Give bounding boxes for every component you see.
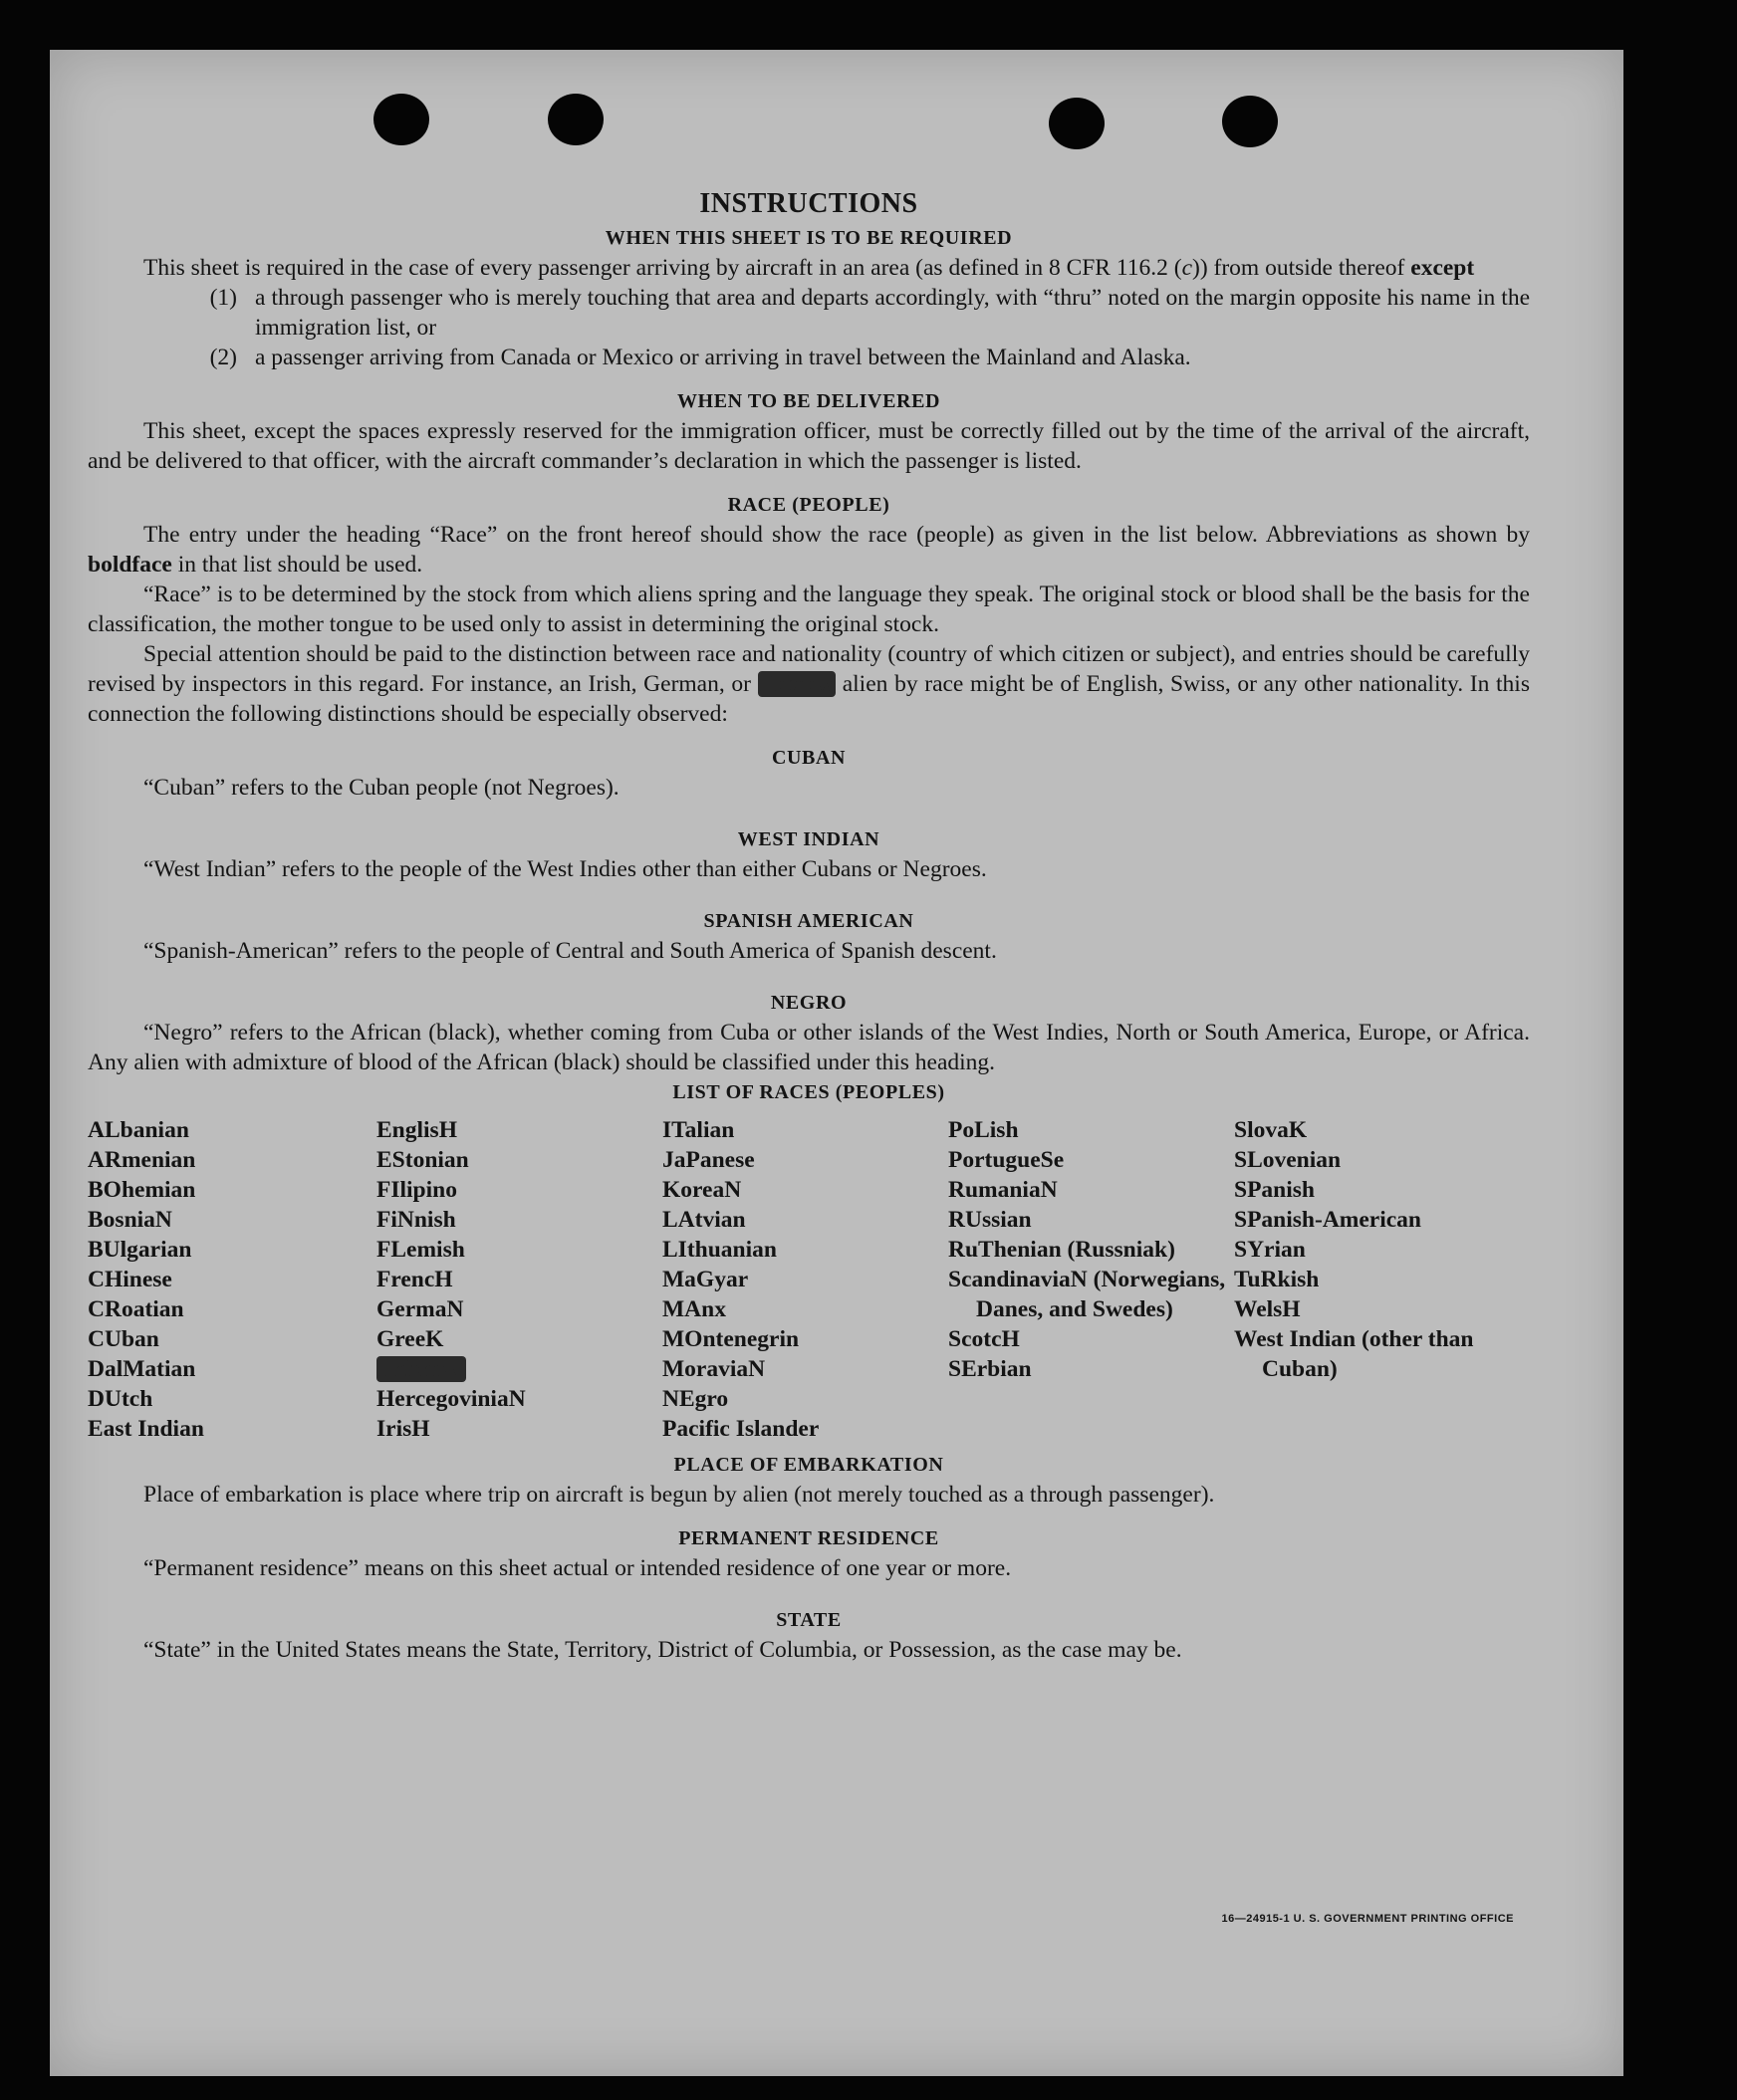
races-column: PoLish PortugueSe RumaniaN RUssian RuThenian (Russniak) ScandinaviaN (Norwegians, Danes, and Swedes) ScotcH SErbian <box>948 1117 1226 1382</box>
paragraph: The entry under the heading “Race” on the front hereof should show the race (people) as given in the list below. Abbreviations as shown by boldface in that list should be used. <box>88 522 1530 578</box>
paragraph: This sheet is required in the case of every passenger arriving by aircraft in an area (as defined in 8 CFR 116.2 (c)) from outside thereof except <box>143 255 1475 281</box>
printer-imprint: 16—24915-1 U. S. GOVERNMENT PRINTING OFFICE <box>1221 1913 1514 1925</box>
races-column: ITalian JaPanese KoreaN LAtvian LIthuanian MaGyar MAnx MOntenegrin MoraviaN NEgro Pacific Islander <box>662 1117 820 1442</box>
races-list <box>88 1115 1530 1444</box>
list-item: (2) a passenger arriving from Canada or Mexico or arriving in travel between the Mainland and Alaska. <box>209 345 1191 370</box>
punch-hole <box>373 94 429 145</box>
races-column: ALbanian ARmenian BOhemian BosniaN BUlgarian CHinese CRoatian CUban DalMatian DUtch East Indian <box>88 1117 204 1442</box>
races-column: SlovaK SLovenian SPanish SPanish-American SYrian TuRkish WelsH West Indian (other than Cuban) <box>1234 1117 1474 1382</box>
paragraph: “Permanent residence” means on this sheet actual or intended residence of one year or more. <box>143 1555 1012 1581</box>
redacted-word: Hebrew <box>759 671 835 697</box>
section-heading: STATE <box>776 1609 842 1631</box>
paragraph: “Negro” refers to the African (black), whether coming from Cuba or other islands of the West Indies, North or South America, Europe, or Africa. Any alien with admixture of blood of the African (black) should be classified under this heading. <box>88 1020 1530 1075</box>
redacted-word: HebreW <box>378 1356 464 1382</box>
paragraph: “Cuban” refers to the Cuban people (not Negroes). <box>143 775 620 801</box>
punch-hole <box>1222 96 1278 147</box>
section-heading: WEST INDIAN <box>737 828 880 850</box>
punch-hole <box>548 94 604 145</box>
paragraph: “State” in the United States means the State, Territory, District of Columbia, or Possession, as the case may be. <box>143 1637 1182 1663</box>
section-heading: WHEN THIS SHEET IS TO BE REQUIRED <box>605 227 1013 249</box>
paragraph: Special attention should be paid to the distinction between race and nationality (country of which citizen or subject), and entries should be carefully revised by inspectors in this regard. For instance, an Irish, German, or Hebrew alien by race might be of English, Swiss, or any other nationality. In this connection the following distinctions should be especially observed: <box>88 641 1530 727</box>
section-heading: WHEN TO BE DELIVERED <box>676 390 941 412</box>
punch-hole <box>1049 98 1105 149</box>
instructions-content <box>88 189 1530 1665</box>
section-heading: SPANISH AMERICAN <box>703 910 914 932</box>
paragraph: Place of embarkation is place where trip on aircraft is begun by alien (not merely touched as a through passenger). <box>143 1482 1215 1508</box>
paragraph: “Spanish-American” refers to the people of Central and South America of Spanish descent. <box>143 938 997 964</box>
paragraph: This sheet, except the spaces expressly reserved for the immigration officer, must be correctly filled out by the time of the arrival of the aircraft, and be delivered to that officer, with the aircraft commander’s declaration in which the passenger is listed. <box>88 418 1530 474</box>
paragraph: “Race” is to be determined by the stock from which aliens spring and the language they speak. The original stock or blood shall be the basis for the classification, the mother tongue to be used only to assist in determining the original stock. <box>88 582 1530 637</box>
section-heading: CUBAN <box>771 747 847 769</box>
section-heading: NEGRO <box>770 992 848 1014</box>
section-heading: LIST OF RACES (PEOPLES) <box>672 1081 945 1103</box>
document-sheet <box>50 50 1623 2076</box>
races-column: EnglisH EStonian FIlipino FiNnish FLemish FrencH GermaN GreeK HebreW HercegoviniaN IrisH <box>376 1117 526 1442</box>
page-title: INSTRUCTIONS <box>699 188 918 219</box>
paragraph: “West Indian” refers to the people of the West Indies other than either Cubans or Negroes. <box>143 856 987 882</box>
section-heading: PLACE OF EMBARKATION <box>673 1454 944 1476</box>
section-heading: PERMANENT RESIDENCE <box>678 1527 939 1549</box>
section-heading: RACE (PEOPLE) <box>727 494 890 516</box>
list-item: (1) a through passenger who is merely touching that area and departs accordingly, with “thru” noted on the margin opposite his name in the immigration list, or <box>209 285 1530 341</box>
